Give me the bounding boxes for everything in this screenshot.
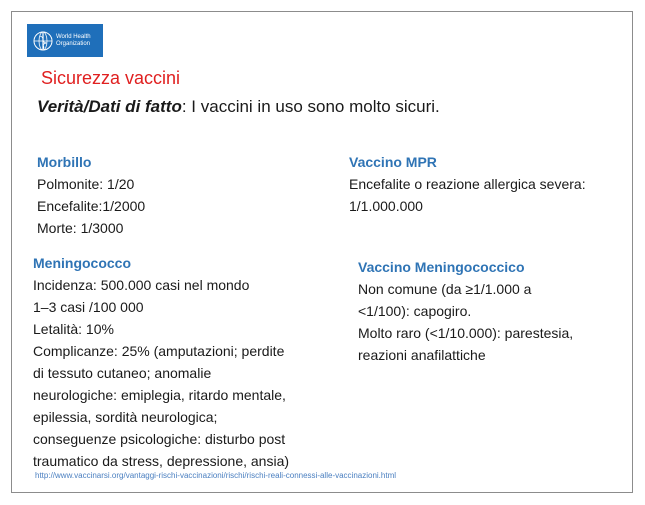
who-emblem-icon — [32, 30, 54, 52]
meningococco-line: conseguenze psicologiche: disturbo post — [33, 431, 286, 447]
mpr-heading: Vaccino MPR — [349, 154, 437, 170]
meningococco-line: 1–3 casi /100 000 — [33, 299, 144, 315]
vaccino-meningococcico-section — [358, 256, 573, 366]
vaccino-meningococcico-line: reazioni anafilattiche — [358, 347, 486, 363]
vaccino-meningococcico-line: <1/100): capogiro. — [358, 303, 472, 319]
meningococco-line: epilessia, sordità neurologica; — [33, 409, 218, 425]
logo-line-1: World Health — [56, 34, 91, 40]
mpr-line: 1/1.000.000 — [349, 198, 423, 214]
morbillo-line: Polmonite: 1/20 — [37, 176, 135, 192]
intro-lead: Verità/Dati di fatto — [37, 97, 182, 116]
meningococco-line: Incidenza: 500.000 casi nel mondo — [33, 277, 250, 293]
meningococco-line: Letalità: 10% — [33, 321, 114, 337]
morbillo-line: Encefalite:1/2000 — [37, 198, 146, 214]
source-link[interactable]: http://www.vaccinarsi.org/vantaggi-rischi-vaccinazioni/rischi/rischi-reali-connessi-alle-vaccinazioni.html — [35, 471, 397, 480]
vaccino-meningococcico-line: Non comune (da ≥1/1.000 a — [358, 281, 532, 297]
who-logo — [27, 24, 103, 57]
meningococco-line: neurologiche: emiplegia, ritardo mentale, — [33, 387, 286, 403]
morbillo-heading: Morbillo — [37, 154, 92, 170]
morbillo-line: Morte: 1/3000 — [37, 220, 124, 236]
meningococco-section — [33, 252, 289, 472]
mpr-line: Encefalite o reazione allergica severa: — [349, 176, 586, 192]
meningococco-line: di tessuto cutaneo; anomalie — [33, 365, 212, 381]
logo-line-2: Organization — [56, 40, 91, 47]
meningococco-line: traumatico da stress, depressione, ansia) — [33, 453, 290, 469]
vaccino-meningococcico-heading: Vaccino Meningococcico — [358, 259, 525, 275]
mpr-section — [349, 151, 586, 217]
morbillo-section — [37, 151, 145, 239]
intro-rest: : I vaccini in uso sono molto sicuri. — [181, 97, 440, 116]
logo-text — [56, 34, 91, 47]
meningococco-line: Complicanze: 25% (amputazioni; perdite — [33, 343, 285, 359]
meningococco-heading: Meningococco — [33, 255, 132, 271]
slide-title: Sicurezza vaccini — [41, 68, 181, 88]
intro-statement — [37, 95, 477, 118]
vaccino-meningococcico-line: Molto raro (<1/10.000): parestesia, — [358, 325, 574, 341]
